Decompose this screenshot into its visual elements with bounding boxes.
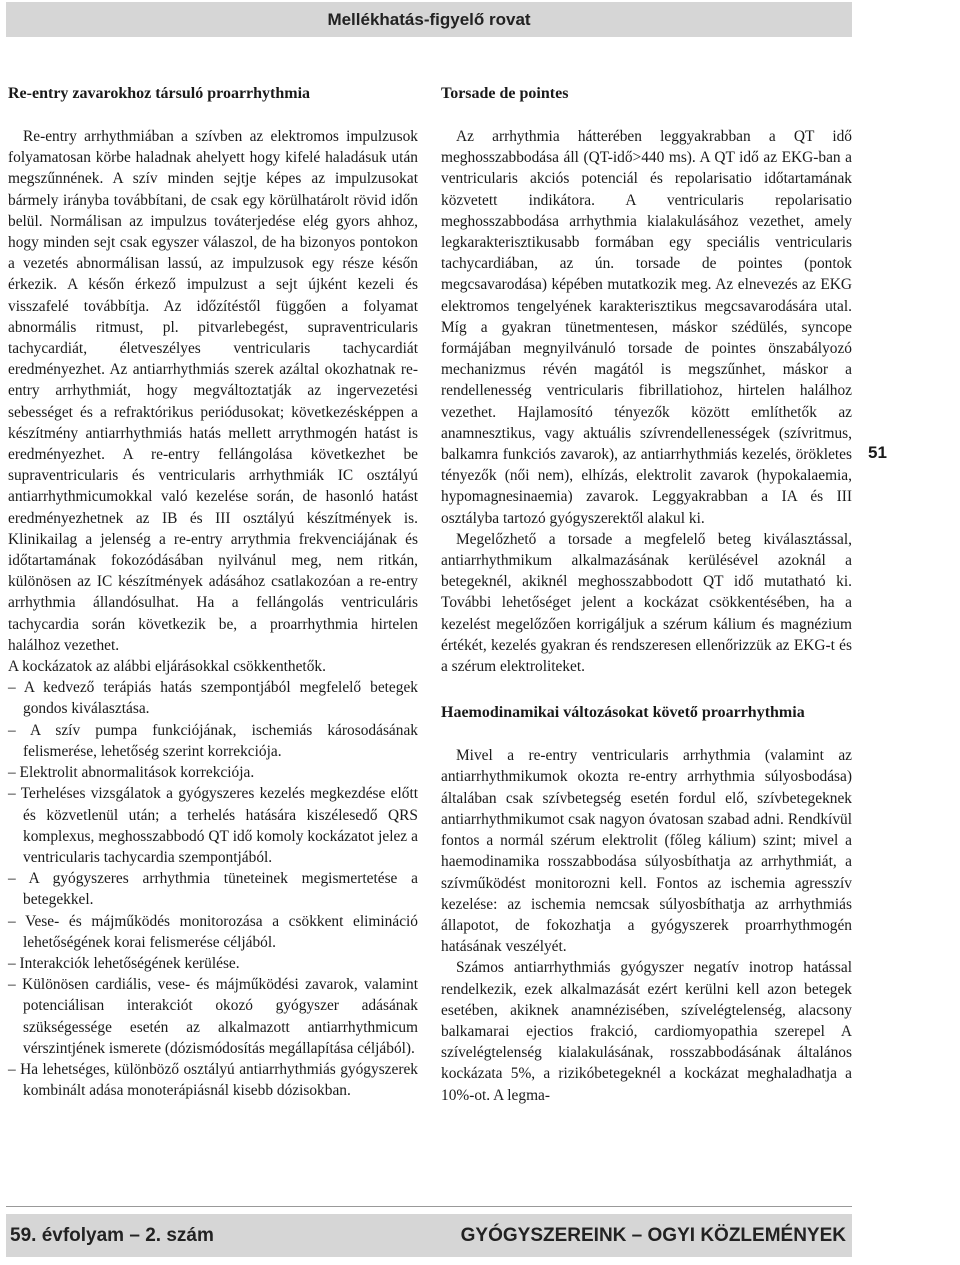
footer-bar [6,1214,852,1257]
right-paragraph-2: Megelőzhető a torsade a megfelelő beteg kiválasztással, antiarrhythmikum alkalmazásának kerülésével azoknál a betegeknél, akiknél meghosszabbodott QT idő mutatható ki. További lehetőséget jelent a kockázat csökkentésében, ha a kezelést megelőzően korrigáljuk a szérum kálium és magnézium értékét, kezelés gyakran és rendszeresen ellenőrizzük az EKG-t és a szérum elektroliteket. [441,530,852,676]
list-item: – Elektrolit abnormalitások korrekciója. [8,762,418,783]
list-item: – Vese- és májműködés monitorozása a csökkent elimináció lehetőségének korai felismerése céljából. [8,911,418,953]
right-paragraph-1: Az arrhythmia hátterében leggyakrabban a QT idő meghosszabbodása áll (QT-idő>440 ms). A QT idő az EKG-ban a ventricularis akciós potenciál és repolarisatio időtartamának közvetett indikátora. A ventricularis repolarisatio meghosszabbodása arrhythmia kialakulásához vezethet, amely legkarakterisztikusabb formában egy speciális ventricularis tachycardiában, az ún. torsade de pointes (pontok megcsavarodása) képében mutatkozik meg. Az elnevezés az EKG elektromos tengelyének karakterisztikus megcsavarodására utal. Míg a gyakran tünetmentesen, máskor szédülés, syncope formájában megnyilvánuló torsade de pointes önszabályozó mechanizmus révén magától is megszűnhet, máskor a rendellenesség ventricularis fibrillatiohoz, hirtelen halálhoz vezethet. Hajlamosító tényezők között említhetők az anamnesztikus, vagy aktuális szívrendellenességek (szívritmus, balkamra funkciós zavarok), az antiarrhythmiás kezelés, örökletes tényezők (női nem), elhízás, elektrolit zavarok (hypokalaemia, hypomagnesinaemia) zavarok. Leggyakrabban a IA és III osztályba tartozó gyógyszerektől alakul ki. [441,128,852,527]
footer-divider [6,1206,852,1207]
list-item: – Terheléses vizsgálatok a gyógyszeres kezelés megkezdése előtt és közvetlenül után; a terhelés hatására kiszélesedő QRS komplexus, meghosszabbodó QT idő komoly kockázatot jelez a ventricularis tachycardia szempontjából. [8,783,418,868]
list-item: – A gyógyszeres arrhythmia tüneteinek megismertetése a betegekkel. [8,868,418,910]
page-number: 51 [868,443,887,462]
right-paragraph-4: Számos antiarrhythmiás gyógyszer negatív inotrop hatással rendelkezik, ezek alkalmazását ezért kerülni kell azon betegek esetében, akiknek anamnézisében, szívelégtelenség, alacsony balkamarai ejectios frakció, cardiomyopathia szerepel A szívelégtelenség kialakulásának, rosszabbodásának általános kockázata 5%, a rizikóbetegeknél a kockázat meghaladhatja a 10%-ot. A legma- [441,959,852,1104]
list-item: – Interakciók lehetőségének kerülése. [8,953,418,974]
list-item: – Ha lehetséges, különböző osztályú antiarrhythmiás gyógyszerek kombinált adása monoterápiásnál kisebb dózisokban. [8,1059,418,1101]
list-item: – A szív pumpa funkciójának, ischemiás károsodásának felismerése, lehetőség szerint korrekciója. [8,720,418,762]
footer-journal: GYÓGYSZEREINK – OGYI KÖZLEMÉNYEK [460,1224,846,1246]
right-heading-haemodynamic: Haemodinamikai változásokat követő proarrhythmia [441,704,805,722]
left-paragraph-2: A kockázatok az alábbi eljárásokkal csökkenthetők. [8,658,326,676]
right-heading-torsade: Torsade de pointes [441,85,569,102]
right-column [441,78,852,1106]
left-paragraph-1: Re-entry arrhythmiában a szívben az elektromos impulzusok folyamatosan körbe haladnak ahelyett hogy kifelé haladásuk után megszűnnének. A szív minden sejtje képes az impulzusokat bármely irányba továbbítani, de csak egy körülhatárolt rövid időn belül. Normálisan az impulzus továterjedése elég gyors ahhoz, hogy minden sejt csak egyszer válaszol, de ha bizonyos pontokon a vezetés abnormálisan lassú, az impulzusok egy része későn érkezik. A későn érkező impulzust a sejt újként kezeli és visszafelé továbbítja. Az időzítéstől függően a folyamat abnormális ritmust, pl. pitvarlebegést, supraventricularis tachycardiát, életveszélyes ventricularis tachycardiát eredményezhet. Az antiarrhythmiás szerek azáltal okozhatnak re-entry arrhythmiát, hogy megváltoztatják az ingervezetési sebességet és a refraktórikus periódusokat; következésképpen a készítmény antiarrhythmiás hatás mellett arrythmogén hatást is eredményezhet. A re-entry fellángolása következhet be supraventricularis és ventricularis arrhythmiák IC osztályú antiarrhythmicumokkal való kezelése során, de hasonló hatást eredményezhetnek az IB és III osztályú készítmények is. Klinikailag a jelenség a re-entry arrythmia frekvenciájának és időtartamának fokozódásában nyilvánul meg, nem ritkán, különösen az IC készítmények adásához csatlakozóan a re-entry arrhythmia állandósulhat. Ha a fellángolás ventriculáris tachycardia során következik be, a proarrhythmia hirtelen halálhoz vezethet. [8,128,418,654]
list-item: – Különösen cardiális, vese- és májműködési zavarok, valamint potenciálisan interakciót okozó gyógyszer adásának szükségessége esetén az alkalmazott antiarrhythmicum vérszintjének ismerete (dózismódosítás megállapítása céljából). [8,974,418,1059]
left-heading: Re-entry zavarokhoz társuló proarrhythmia [8,85,311,102]
section-title: Mellékhatás-figyelő rovat [327,9,531,29]
right-paragraph-3: Mivel a re-entry ventricularis arrhythmia (valamint az antiarrhythmikumok okozta re-entry arrhythmia súlyosbodása) általában csak szívbetegség esetén fordul elő, szívbetegeknek antiarrhythmikumot csak nagyon óvatosan szabad adni. Rendkívül fontos a normál szérum elektrolit (főleg kálium) szint; mivel a haemodinamika rosszabbodása súlyosbíthatja az arrhythmiát, a szívműködést monitorozni kell. Fontos az ischemia agresszív kezelése: az ischemia nemcsak súlyosbíthatja az arrhythmiás állapotot, de fokozhatja a gyógyszerek proarrhythmogén hatásának veszélyét. [441,747,852,956]
left-column [8,78,418,1101]
risk-list [8,677,418,1101]
section-header-bar [6,2,852,37]
list-item: – A kedvező terápiás hatás szempontjából megfelelő betegek gondos kiválasztása. [8,677,418,719]
footer-volume: 59. évfolyam – 2. szám [10,1224,214,1246]
